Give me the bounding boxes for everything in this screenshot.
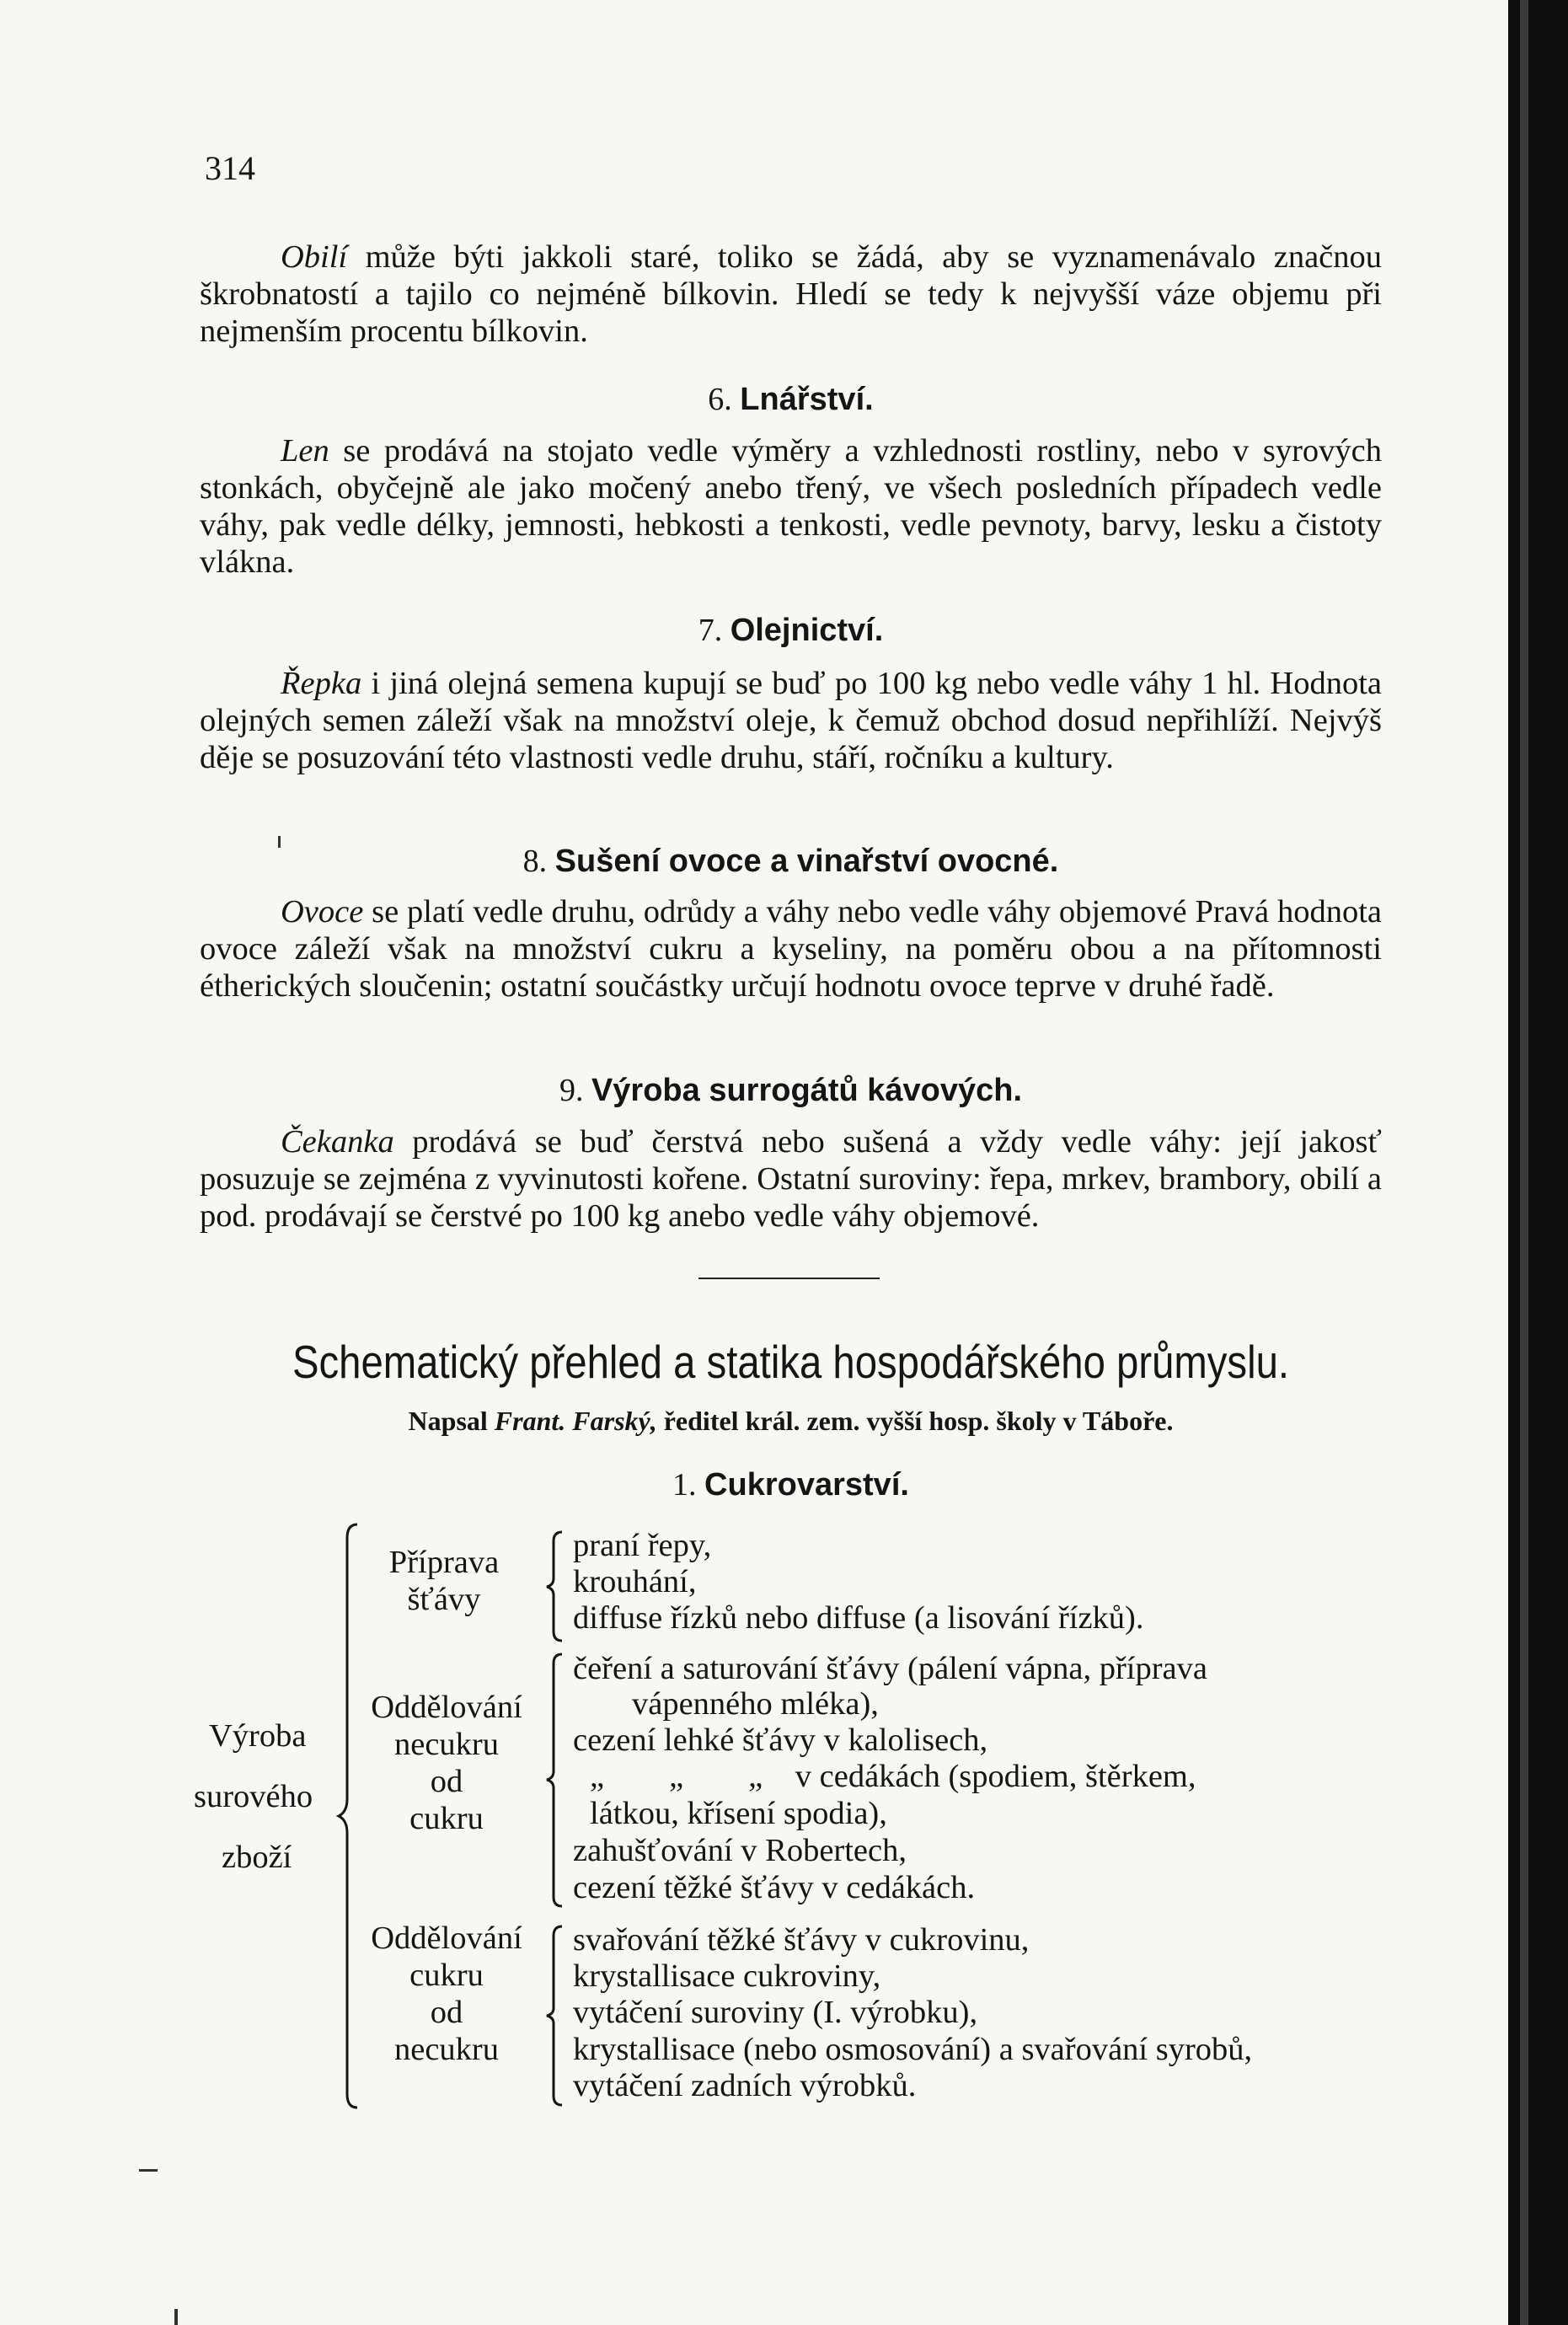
term: Ovoce (281, 894, 364, 929)
group-3-label-line-2: cukru (409, 1958, 484, 1993)
group-1-item: krouhání, (573, 1564, 697, 1599)
article-byline: Napsal Frant. Farský, ředitel král. zem. vyšší hosp. školy v Táboře. (408, 1406, 1174, 1436)
root-label-line-2: surového (194, 1779, 313, 1814)
author-name: Frant. Farský, (494, 1406, 657, 1436)
paragraph-text: se prodává na stojato vedle výměry a vzhlednosti rostliny, nebo v syrových stonkách, obyčejně ale jako močený anebo třený, ve všech posledních případech vedle váhy, pak vedle délky, jemnosti, hebkosti a tenkosti, vedle pevnoty, barvy, lesku a čistoty vlákna. (200, 433, 1382, 580)
paragraph-text: prodává se buď čerstvá nebo sušená a vždy vedle váhy: její jakosť posuzuje se zejména z vyvinutosti kořene. Ostatní suroviny: řepa, mrkev, brambory, obilí a pod. prodávají se čerstvé po 100 kg anebo vedle váhy objemové. (200, 1124, 1382, 1234)
intro-paragraph (200, 238, 1382, 350)
group-1-item: praní řepy, (573, 1528, 712, 1563)
section-6-paragraph (200, 432, 1382, 581)
section-heading-7: 7. Olejnictví. (698, 613, 884, 648)
group-2-item: vápenného mléka), (632, 1686, 879, 1722)
group-1-label-line-1: Příprava (388, 1545, 500, 1580)
group-3-item: krystallisace (nebo osmosování) a svařování syrobů, (573, 2032, 1253, 2067)
scan-speck (174, 2309, 178, 2325)
group-3-brace (543, 1924, 565, 2108)
term: Obilí (281, 239, 348, 275)
term: Čekanka (281, 1124, 394, 1160)
group-2-item: zahušťování v Robertech, (573, 1833, 907, 1868)
section-divider (698, 1278, 880, 1279)
group-2-label-line-1: Oddělování (371, 1690, 522, 1725)
section-heading-9: 9. Výroba surrogátů kávových. (559, 1073, 1023, 1108)
paragraph-text: i jiná olejná semena kupují se buď po 100 kg nebo vedle váhy 1 hl. Hodnota olejných semen záleží však na množství oleje, k čemuž obchod dosud nepřihlíží. Nejvýš děje se posuzování této vlastnosti vedle druhu, stáří, ročníku a kultury. (200, 666, 1382, 775)
group-2-item: cezení lehké šťávy v kalolisech, (573, 1722, 988, 1758)
root-label-line-3: zboží (222, 1840, 292, 1875)
section-9-paragraph (200, 1123, 1382, 1235)
group-2-item: cezení těžké šťávy v cedákách. (573, 1870, 976, 1905)
section-7-paragraph (200, 665, 1382, 776)
group-3-label-line-1: Oddělování (371, 1921, 522, 1956)
group-2-item: čeření a saturování šťávy (pálení vápna, příprava (573, 1651, 1207, 1686)
paragraph-text: se platí vedle druhu, odrůdy a váhy nebo vedle váhy objemové Pravá hodnota ovoce záleží však na množství cukru a kyseliny, na poměru obou a na přítomnosti étherických sloučenin; ostatní součástky určují hodnotu ovoce teprve v druhé řadě. (200, 894, 1382, 1004)
section-heading-8: 8. Sušení ovoce a vinařství ovocné. (522, 844, 1059, 879)
paragraph-text: může býti jakkoli staré, toliko se žádá, aby se vyznamenávalo značnou škrobnatostí a tajilo co nejméně bílkovin. Hledí se tedy k nejvyšší váze objemu při nejmenším procentu bílkovin. (200, 239, 1382, 349)
group-1-brace (543, 1529, 565, 1643)
term: Řepka (281, 666, 362, 701)
group-2-label-line-2: necukru (394, 1727, 499, 1762)
scheme-heading: 1. Cukrovarství. (672, 1467, 909, 1503)
page-number: 314 (205, 149, 255, 187)
root-brace (335, 1521, 361, 2111)
group-2-label-line-4: cukru (409, 1801, 484, 1836)
section-8-paragraph (200, 893, 1382, 1004)
term: Len (281, 433, 329, 469)
group-2-brace (543, 1652, 565, 1909)
group-3-label-line-3: od (430, 1995, 463, 2030)
group-3-item: vytáčení suroviny (I. výrobku), (573, 1995, 978, 2030)
scan-border (1508, 0, 1568, 2325)
root-label-line-1: Výroba (209, 1718, 307, 1754)
group-3-item: krystallisace cukroviny, (573, 1958, 881, 1994)
section-heading-6: 6. Lnářství. (708, 382, 874, 417)
group-3-item: svařování těžké šťávy v cukrovinu, (573, 1922, 1030, 1958)
group-1-label-line-2: šťávy (407, 1582, 481, 1617)
scan-speck (139, 2169, 158, 2172)
group-2-item: „ „ „ v cedákách (spodiem, štěrkem, (590, 1759, 1196, 1794)
group-3-label-line-4: necukru (394, 2032, 499, 2067)
group-2-item: látkou, křísení spodia), (590, 1796, 887, 1831)
group-1-item: diffuse řízků nebo diffuse (a lisování řízků). (573, 1600, 1144, 1636)
group-2-label-line-3: od (430, 1764, 463, 1799)
article-title: Schematický přehled a statika hospodářského průmyslu. (292, 1336, 1290, 1388)
group-3-item: vytáčení zadních výrobků. (573, 2068, 917, 2103)
scan-border-edge (1520, 0, 1528, 2325)
scan-speck (278, 836, 281, 848)
